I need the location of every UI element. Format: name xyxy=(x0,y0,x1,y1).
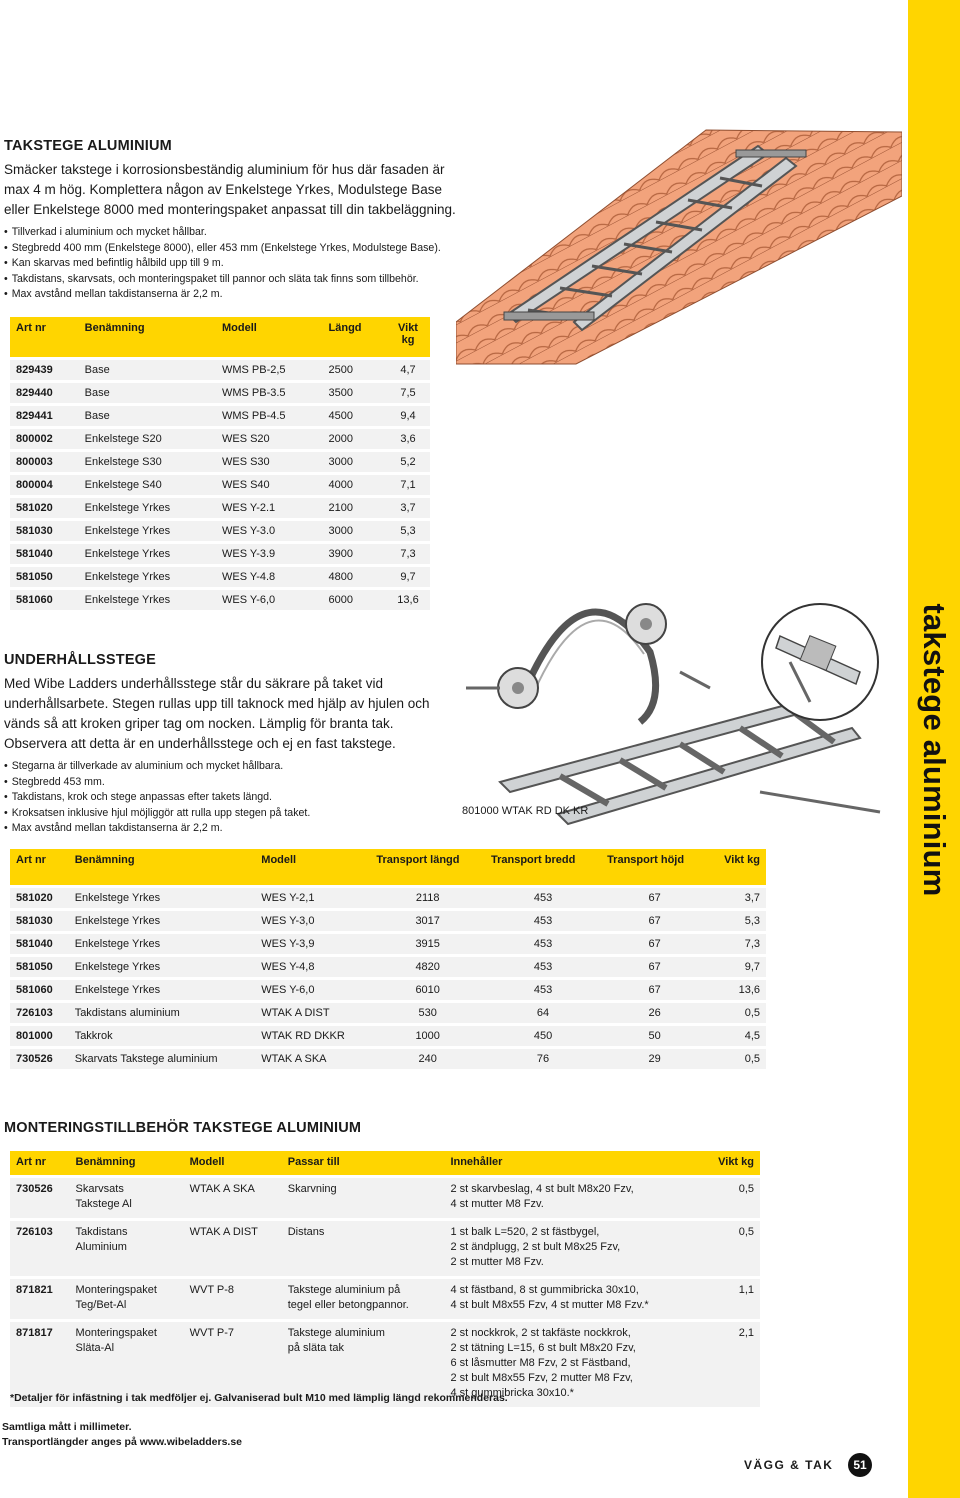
table-cell: Takdistans Aluminium xyxy=(70,1221,184,1276)
table-cell: 2 st skarvbeslag, 4 st bult M8x20 Fzv, 4 st mutter M8 Fzv. xyxy=(444,1178,701,1218)
table-cell: WES Y-3.9 xyxy=(216,544,323,564)
header-vikt: Vikt kg xyxy=(701,1151,760,1175)
table-cell: 1 st balk L=520, 2 st fästbygel, 2 st ändplugg, 2 st bult M8x25 Fzv, 2 st mutter M8 Fzv. xyxy=(444,1221,701,1276)
section-monteringstillbehor xyxy=(4,1120,361,1136)
table-cell: Enkelstege S20 xyxy=(79,429,216,449)
table-cell: 6000 xyxy=(323,590,386,610)
table-cell: 453 xyxy=(485,957,601,977)
header-benamning: Benämning xyxy=(79,317,216,357)
table-cell: WES Y-6,0 xyxy=(216,590,323,610)
table-row xyxy=(10,383,430,403)
table-row xyxy=(10,521,430,541)
table-cell: 453 xyxy=(485,980,601,1000)
table-cell: 67 xyxy=(601,934,708,954)
section-heading: TAKSTEGE ALUMINIUM xyxy=(4,138,172,154)
table-cell: 581060 xyxy=(10,590,79,610)
table-cell: 0,5 xyxy=(701,1221,760,1276)
bullet-item: • Max avstånd mellan takdistanserna är 2,2 m. xyxy=(4,287,464,303)
table-cell: 50 xyxy=(601,1026,708,1046)
table-cell: 4000 xyxy=(323,475,386,495)
table-cell: 0,5 xyxy=(708,1003,766,1023)
header-benamning: Benämning xyxy=(69,849,256,885)
table-cell: WTAK A DIST xyxy=(184,1221,282,1276)
table-cell: WES S40 xyxy=(216,475,323,495)
bullet-item: • Stegbredd 453 mm. xyxy=(4,775,434,791)
bullet-item: • Stegbredd 400 mm (Enkelstege 8000), eller 453 mm (Enkelstege Yrkes, Modulstege Base). xyxy=(4,241,464,257)
header-langd: Längd xyxy=(323,317,386,357)
table-cell: Enkelstege Yrkes xyxy=(79,521,216,541)
header-art-nr: Art nr xyxy=(10,1151,70,1175)
table-cell: 9,7 xyxy=(386,567,430,587)
table-cell: 800004 xyxy=(10,475,79,495)
table-row xyxy=(10,1003,766,1023)
table-row xyxy=(10,475,430,495)
table-row xyxy=(10,911,766,931)
table-cell: 4800 xyxy=(323,567,386,587)
table-cell: 581050 xyxy=(10,567,79,587)
table-cell: Skarvning xyxy=(282,1178,445,1218)
table-row xyxy=(10,934,766,954)
header-vikt: Vikt kg xyxy=(708,849,766,885)
table-cell: Base xyxy=(79,406,216,426)
header-modell: Modell xyxy=(216,317,323,357)
table-cell: 76 xyxy=(485,1049,601,1069)
table-cell: Takstege aluminium på släta tak xyxy=(282,1322,445,1407)
table-row xyxy=(10,567,430,587)
header-innehaller: Innehåller xyxy=(444,1151,701,1175)
table-cell: 800003 xyxy=(10,452,79,472)
bullet-list xyxy=(4,759,434,837)
table-cell: 726103 xyxy=(10,1221,70,1276)
table-cell: 29 xyxy=(601,1049,708,1069)
table-cell: WES Y-2.1 xyxy=(216,498,323,518)
bullet-item: • Kroksatsen inklusive hjul möjliggör att rulla upp stegen på taket. xyxy=(4,806,434,822)
footer-note: Transportlängder anges på www.wibeladders.se xyxy=(2,1436,243,1448)
roof-bracket xyxy=(736,150,806,157)
table-cell: 2,1 xyxy=(701,1322,760,1407)
bullet-item: • Stegarna är tillverkade av aluminium och mycket hållbara. xyxy=(4,759,434,775)
table-cell: WMS PB-3.5 xyxy=(216,383,323,403)
table-cell: 9,7 xyxy=(708,957,766,977)
table-cell: 7,3 xyxy=(708,934,766,954)
table-cell: Monteringspaket Släta-Al xyxy=(70,1322,184,1407)
table-cell: Monteringspaket Teg/Bet-Al xyxy=(70,1279,184,1319)
bullet-item: • Takdistans, skarvsats, och monteringspaket till pannor och släta tak finns som tillbehör. xyxy=(4,272,464,288)
table-cell: 240 xyxy=(370,1049,485,1069)
table-cell: Enkelstege S30 xyxy=(79,452,216,472)
table-cell: 0,5 xyxy=(701,1178,760,1218)
table-cell: Base xyxy=(79,383,216,403)
table-cell: 4820 xyxy=(370,957,485,977)
table-cell: Enkelstege Yrkes xyxy=(79,498,216,518)
table-cell: 1,1 xyxy=(701,1279,760,1319)
header-transport-hojd: Transport höjd xyxy=(601,849,708,885)
table-cell: 730526 xyxy=(10,1178,70,1218)
bullet-item: • Tillverkad i aluminium och mycket hållbar. xyxy=(4,225,464,241)
table-cell: Enkelstege Yrkes xyxy=(69,911,256,931)
table-cell: 4 st fästband, 8 st gummibricka 30x10, 4 st bult M8x55 Fzv, 4 st mutter M8 Fzv.* xyxy=(444,1279,701,1319)
table-cell: 801000 xyxy=(10,1026,69,1046)
table-cell: WTAK A SKA xyxy=(184,1178,282,1218)
table-row xyxy=(10,1178,760,1218)
page-number: 51 xyxy=(848,1453,872,1477)
table-cell: 453 xyxy=(485,911,601,931)
table-cell: Base xyxy=(79,360,216,380)
table-row xyxy=(10,957,766,977)
header-modell: Modell xyxy=(184,1151,282,1175)
table-cell: 5,2 xyxy=(386,452,430,472)
table-cell: Takkrok xyxy=(69,1026,256,1046)
footer-notes xyxy=(2,1420,242,1450)
bullet-item: • Takdistans, krok och stege anpassas efter takets längd. xyxy=(4,790,434,806)
header-transport-langd: Transport längd xyxy=(370,849,485,885)
table-cell: Takdistans aluminium xyxy=(69,1003,256,1023)
table-cell: WMS PB-2,5 xyxy=(216,360,323,380)
table-cell: 3,7 xyxy=(708,888,766,908)
table-cell: Enkelstege Yrkes xyxy=(69,957,256,977)
header-modell: Modell xyxy=(255,849,370,885)
table-cell: 581030 xyxy=(10,911,69,931)
table-cell: 450 xyxy=(485,1026,601,1046)
table-cell: Takstege aluminium på tegel eller betongpannor. xyxy=(282,1279,445,1319)
table-cell: 13,6 xyxy=(386,590,430,610)
table-row xyxy=(10,544,430,564)
table-row xyxy=(10,1026,766,1046)
roof-ladder-illustration xyxy=(456,126,902,366)
bullet-item: • Kan skarvas med befintlig hålbild upp till 9 m. xyxy=(4,256,464,272)
section-takstege xyxy=(4,138,464,303)
table-cell: 5,3 xyxy=(708,911,766,931)
table-cell: WES Y-3,9 xyxy=(255,934,370,954)
table-cell: 4,7 xyxy=(386,360,430,380)
table-cell: 726103 xyxy=(10,1003,69,1023)
table-cell: Enkelstege Yrkes xyxy=(69,980,256,1000)
table-cell: 829439 xyxy=(10,360,79,380)
table-cell: WES Y-4.8 xyxy=(216,567,323,587)
table-cell: 453 xyxy=(485,888,601,908)
table-cell: WES Y-3,0 xyxy=(255,911,370,931)
table-cell: 67 xyxy=(601,911,708,931)
table-cell: 26 xyxy=(601,1003,708,1023)
table-cell: 3500 xyxy=(323,383,386,403)
table-row xyxy=(10,429,430,449)
header-benamning: Benämning xyxy=(70,1151,184,1175)
table-cell: 829440 xyxy=(10,383,79,403)
table-row xyxy=(10,1221,760,1276)
section-heading: MONTERINGSTILLBEHÖR TAKSTEGE ALUMINIUM xyxy=(4,1120,362,1136)
table-cell: 2100 xyxy=(323,498,386,518)
table-cell: WMS PB-4.5 xyxy=(216,406,323,426)
underhallsstege-table xyxy=(10,846,766,1072)
table-cell: 9,4 xyxy=(386,406,430,426)
table-cell: 2500 xyxy=(323,360,386,380)
table-cell: WES Y-6,0 xyxy=(255,980,370,1000)
bullet-item: • Max avstånd mellan takdistanserna är 2,2 m. xyxy=(4,821,434,837)
footnote: *Detaljer för infästning i tak medföljer ej. Galvaniserad bult M10 med lämplig längd rekommenderas. xyxy=(10,1392,508,1404)
table-cell: WES Y-4,8 xyxy=(255,957,370,977)
table-cell: Enkelstege S40 xyxy=(79,475,216,495)
table-row xyxy=(10,360,430,380)
table-cell: 4,5 xyxy=(708,1026,766,1046)
table-cell: WVT P-8 xyxy=(184,1279,282,1319)
table-cell: 2000 xyxy=(323,429,386,449)
table-cell: 3017 xyxy=(370,911,485,931)
table-cell: Skarvats Takstege aluminium xyxy=(69,1049,256,1069)
table-cell: 13,6 xyxy=(708,980,766,1000)
table-cell: Skarvsats Takstege Al xyxy=(70,1178,184,1218)
section-heading: UNDERHÅLLSSTEGE xyxy=(4,652,157,668)
table-cell: 3,6 xyxy=(386,429,430,449)
side-title: takstege aluminium xyxy=(917,603,952,897)
roof-bracket xyxy=(504,312,594,320)
table-cell: 67 xyxy=(601,957,708,977)
table-cell: 871821 xyxy=(10,1279,70,1319)
table-cell: 7,3 xyxy=(386,544,430,564)
table-cell: 3900 xyxy=(323,544,386,564)
table-cell: 7,5 xyxy=(386,383,430,403)
table-cell: 0,5 xyxy=(708,1049,766,1069)
header-vikt: Vikt kg xyxy=(386,317,430,357)
table-cell: WES Y-3.0 xyxy=(216,521,323,541)
page-section-label: VÄGG & TAK xyxy=(744,1458,834,1472)
table-cell: 871817 xyxy=(10,1322,70,1407)
table-cell: Enkelstege Yrkes xyxy=(69,888,256,908)
table-cell: 67 xyxy=(601,888,708,908)
table-cell: WVT P-7 xyxy=(184,1322,282,1407)
table-cell: 64 xyxy=(485,1003,601,1023)
table-row xyxy=(10,888,766,908)
table-row xyxy=(10,498,430,518)
table-cell: 581020 xyxy=(10,498,79,518)
table-cell: WTAK A DIST xyxy=(255,1003,370,1023)
table-cell: WES S20 xyxy=(216,429,323,449)
table-cell: 5,3 xyxy=(386,521,430,541)
table-cell: 581050 xyxy=(10,957,69,977)
header-passar-till: Passar till xyxy=(282,1151,445,1175)
table-row xyxy=(10,1049,766,1069)
table-row xyxy=(10,452,430,472)
table-cell: 4500 xyxy=(323,406,386,426)
header-art-nr: Art nr xyxy=(10,849,69,885)
table-cell: 7,1 xyxy=(386,475,430,495)
table-row xyxy=(10,590,430,610)
table-cell: Enkelstege Yrkes xyxy=(79,544,216,564)
table-cell: WTAK A SKA xyxy=(255,1049,370,1069)
table-cell: 730526 xyxy=(10,1049,69,1069)
table-cell: 3,7 xyxy=(386,498,430,518)
table-cell: 1000 xyxy=(370,1026,485,1046)
table-cell: 581040 xyxy=(10,544,79,564)
table-cell: 581040 xyxy=(10,934,69,954)
table-row xyxy=(10,1279,760,1319)
header-transport-bredd: Transport bredd xyxy=(485,849,601,885)
footer-note: Samtliga mått i millimeter. xyxy=(2,1421,132,1433)
table-cell: 581060 xyxy=(10,980,69,1000)
monteringstillbehor-table xyxy=(10,1148,760,1410)
table-cell: 3000 xyxy=(323,452,386,472)
table-cell: Enkelstege Yrkes xyxy=(79,590,216,610)
table-row xyxy=(10,406,430,426)
table-cell: WES Y-2,1 xyxy=(255,888,370,908)
section-intro: Smäcker takstege i korrosionsbeständig aluminium för hus där fasaden är max 4 m hög. Komplettera någon av Enkelstege Yrkes, Modulstege Base eller Enkelstege 8000 med monteringspaket anpassat till din takbeläggning. xyxy=(4,162,456,217)
table-cell: Enkelstege Yrkes xyxy=(79,567,216,587)
table-cell: 3915 xyxy=(370,934,485,954)
table-cell: 6010 xyxy=(370,980,485,1000)
header-art-nr: Art nr xyxy=(10,317,79,357)
table-cell: 581030 xyxy=(10,521,79,541)
table-cell: WTAK RD DKKR xyxy=(255,1026,370,1046)
table-cell: Distans xyxy=(282,1221,445,1276)
bullet-list xyxy=(4,225,464,303)
table-cell: 530 xyxy=(370,1003,485,1023)
table-cell: 800002 xyxy=(10,429,79,449)
table-cell: WES S30 xyxy=(216,452,323,472)
ladder-caption: 801000 WTAK RD DK KR xyxy=(462,805,589,817)
table-cell: 2 st nockkrok, 2 st takfäste nockkrok, 2 st tätning L=15, 6 st bult M8x20 Fzv, 6 st låsmutter M8 Fzv, 2 st Fästband, 2 st bult M8x55 Fzv, 2 mutter M8 Fzv, 4 st gummibricka 30x10.* xyxy=(444,1322,701,1407)
table-cell: 2118 xyxy=(370,888,485,908)
table-cell: 829441 xyxy=(10,406,79,426)
section-underhallsstege xyxy=(4,652,434,837)
table-cell: 581020 xyxy=(10,888,69,908)
table-cell: Enkelstege Yrkes xyxy=(69,934,256,954)
table-cell: 67 xyxy=(601,980,708,1000)
table-row xyxy=(10,980,766,1000)
maintenance-ladder-illustration xyxy=(460,592,900,828)
table-cell: 453 xyxy=(485,934,601,954)
section-intro: Med Wibe Ladders underhållsstege står du säkrare på taket vid underhållsarbete. Stegen rullas upp till taknock med hjälp av hjulen och vänds så att kroken griper tag om nocken. Lämplig för branta tak. Observera att detta är en underhållsstege och ej en fast takstege. xyxy=(4,676,430,751)
table-cell: 3000 xyxy=(323,521,386,541)
takstege-table xyxy=(10,314,430,613)
